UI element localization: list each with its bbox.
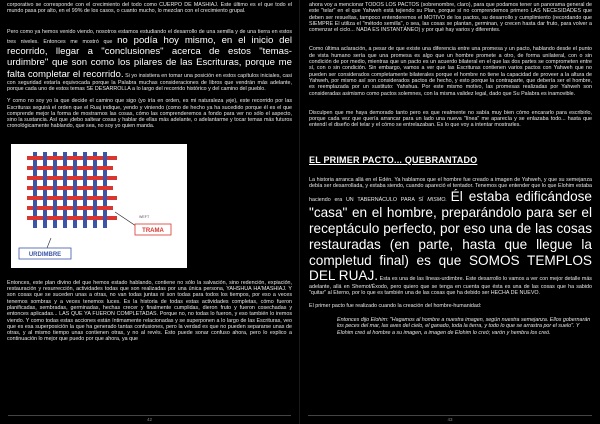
paragraph: Como última aclaración, a pesar de que existe una diferencia entre una promesa y un pacto, hablando desde el punto de vista humano sería que una promesa es algo que un hombre promete a otro, de forma unilateral, con o sin condición de por medio, mientras que un pacto es un acuerdo bilateral en el que las dos partes se comprometen entre sí, con o sin condición. Sin embargo, vamos a ver que las Escrituras contienen varios pactos con Yahweh que no pueden ser considerados completamente bilaterales porque el hombre no tiene la capacidad de proveer a la altura de Yahweh, por mismo así son considerados pactos de hecho, y esto porque la contraparte, que debería ser el hombre, es reemplazada por un sustituto: Yahshua. Por este mismo motivo, las promesas realizadas por Yahweh son consideradas asimismo como pactos solemnes, con la misma validez legal, dado que Su Palabra es inamovible. bbox=[309, 46, 592, 97]
paragraph: ahora voy a mencionar TODOS LOS PACTOS (sobrenombre, claro), para que podamos tener un panorama general de este "telar" en el que Yahweh está tejiendo su Plan, porque sí no comprendemos primero LAS NECESIDADES que deben ser resueltas, tampoco entenderemos el MOTIVO de los pactos, su desarrollo y cumplimiento (recordando que SIEMPRE El utiliza el "método semilla", o sea, las cosas se plantan, germinan, y crecen hasta dar fruto, para volver a comenzar el ciclo... NADA ES INSTANTÁNEO) y por qué hay varios y diferentes. bbox=[309, 2, 592, 34]
weft-thread-segment bbox=[77, 196, 83, 200]
weft-thread-segment bbox=[57, 196, 63, 200]
weft-thread-segment bbox=[77, 166, 87, 170]
weft-thread-segment bbox=[47, 206, 53, 210]
weft-thread-segment bbox=[87, 156, 97, 160]
weft-thread-segment bbox=[57, 206, 67, 210]
weft-thread-segment bbox=[67, 196, 77, 200]
weft-thread-segment bbox=[57, 216, 63, 220]
weft-thread-segment bbox=[47, 176, 57, 180]
weft-thread-segment bbox=[37, 166, 47, 170]
weft-thread-segment bbox=[87, 196, 97, 200]
text-span: Pero como ya hemos venido viendo, nosotros estamos estudiando el desarrollo de una semilla y de una tierra en estos tres niveles. Entonces me mostró que bbox=[7, 28, 292, 45]
text-span: Si yo insistiera en tomar una posición en estos capítulos iniciales, casi con seguridad estaría equivocada porque la Palabra muchas consideraciones de libros que vendrán más adelante, porque cada uno de estos temas SE DESARROLLA a lo largo del recorrido histórico y del camino del pueblo. bbox=[7, 72, 292, 92]
weft-thread-segment bbox=[97, 196, 103, 200]
weft-thread-segment bbox=[97, 176, 103, 180]
weft-label: WEFT bbox=[139, 214, 150, 219]
weft-thread-segment bbox=[67, 176, 77, 180]
left-page bbox=[0, 0, 299, 424]
weft-thread-segment bbox=[47, 156, 57, 160]
weft-thread-segment bbox=[37, 186, 47, 190]
weft-thread-segment bbox=[87, 166, 93, 170]
weft-thread-segment bbox=[107, 166, 113, 170]
weft-thread-segment bbox=[67, 166, 73, 170]
weft-thread-segment bbox=[27, 186, 33, 190]
weft-thread-segment bbox=[97, 206, 107, 210]
weft-thread-segment bbox=[37, 156, 43, 160]
emphasis-text: Él estaba edificándose "casa" en el hombre, preparándolo para ser el receptáculo perfecto, por eso una de las cosas restauradas (en parte, hasta que llegue la completud final) es que SOMOS TEMPLOS DEL RUAJ. bbox=[309, 189, 592, 284]
weft-thread-segment bbox=[37, 196, 43, 200]
weft-thread-segment bbox=[87, 216, 97, 220]
paragraph: corporativo se corresponde con el crecimiento del todo como CUERPO DE MASHIAJ. Este último es el que todo el mundo pasa por alto, en el 99% de los casos, o cuanto mucho, lo mezclan con el crecimiento grupal. bbox=[7, 2, 292, 15]
section-heading: EL PRIMER PACTO... QUEBRANTADO bbox=[309, 154, 478, 165]
weft-thread-segment bbox=[67, 216, 77, 220]
paragraph bbox=[309, 177, 592, 297]
weft-thread-segment bbox=[87, 206, 93, 210]
weaving-diagram bbox=[11, 144, 187, 268]
weft-thread-segment bbox=[97, 216, 103, 220]
paragraph: Disculpen que me haya demorado tanto pero es que realmente no sabía muy bien cómo encararlo para escribirlo, porque cada vez que quería arrancar para un lado una nueva "línea" me aparecía y se enlazaba todo... hasta que entendí el diseño del telar y el cómo se entrelazaban. Es lo que voy a intentar mostrarles. bbox=[309, 109, 592, 129]
weft-thread-segment bbox=[37, 176, 43, 180]
weft-thread-segment bbox=[47, 196, 57, 200]
paragraph: El primer pacto fue realizado cuando la creación del hombre-humanidad: bbox=[309, 302, 482, 309]
paragraph: Entonces, este plan divino del que hemos estado hablando, contiene no sólo la salvación, sino redención, expiación, restauración y resurrección, actividades todas que son realizadas por una única persona, YAHSHUA HA'MASHIAJ. Y son cosas que se suceden unas a otras, no van todas juntas ni son todas para todos los tiempos, por eso a veces tenemos sombras y a veces tenemos luces. Es la historia de todas estas actividades completas, cómo fueron planificadas, sembradas, germinadas, hechas crecer y finalmente cumplidas, dieron fruto y fueron cosechadas y entonces aplicadas... LAS QUE YA FUERON COMPLETADAS. Porque no, no todas lo fueron, y eso también lo iremos viendo. Y como todas estas acciones están íntimamente relacionadas y se superponen a lo largo de las Escrituras, veo que es esa superposición la que ha generado tantas confusiones, pero la verdad es que no pueden separarse unas de otras, y al mismo tiempo unas contienen otras, y no al revés. Esto puede sonar confuso ahora, pero lo explico a continuación lo mejor que puedo por que ahora, ya que bbox=[7, 279, 292, 343]
weft-thread-segment bbox=[57, 156, 63, 160]
weft-thread-segment bbox=[77, 176, 83, 180]
weft-thread-segment bbox=[107, 196, 117, 200]
weft-thread-segment bbox=[107, 186, 113, 190]
right-page bbox=[300, 0, 600, 424]
weft-thread-segment bbox=[37, 216, 43, 220]
weft-thread-segment bbox=[67, 156, 77, 160]
weft-thread-segment bbox=[47, 166, 53, 170]
weft-thread-segment bbox=[107, 216, 117, 220]
page-number: 43 bbox=[308, 415, 592, 422]
weft-thread-segment bbox=[27, 206, 33, 210]
weft-thread-segment bbox=[37, 206, 47, 210]
weft-thread-segment bbox=[107, 156, 117, 160]
weft-thread-segment bbox=[57, 176, 63, 180]
weft-thread-segment bbox=[77, 206, 87, 210]
weft-thread-segment bbox=[87, 176, 97, 180]
paragraph bbox=[7, 29, 292, 93]
weft-thread-segment bbox=[77, 156, 83, 160]
weft-thread-segment bbox=[57, 166, 67, 170]
scripture-quote: Entonces dijo Elohim: "Hagamos al hombre a nuestra imagen, según nuestra semejanza. Ellos gobernarán los peces del mar, las aves del cielo, el ganado, toda la tierra, y todo lo que se arrastra por el suelo". Y Elohim creó al hombre a su imagen, a imagen de Elohim lo creó; varón y hembra los creó. bbox=[337, 317, 591, 336]
urdimbre-label: URDIMBRE bbox=[28, 251, 62, 258]
weft-thread-segment bbox=[27, 156, 37, 160]
text-span: Esta es una de las líneas-urdimbre. Este desarrollo lo vamos a ver con mejor detalle más adelante, allá en Shemot/Éxodo, pero quiero que se tenga en cuenta que ésta es una de las cosas que ha sabido "quitar" al Eterno, por lo que es también una de las cosas que ha debido ser HECHA DE NUEVO. bbox=[309, 276, 592, 297]
weft-thread-segment bbox=[77, 216, 83, 220]
emphasis-text: no podía hoy mismo, en el inicio del recorrido, llegar a "conclusiones" acerca de estos "temas-urdimbre" que son como los pilares de las Escrituras, porque me falta completar el recorrido. bbox=[7, 34, 292, 80]
italic-text: MISMO. bbox=[427, 197, 447, 204]
weft-thread-segment bbox=[27, 196, 37, 200]
trama-label: TRAMA bbox=[142, 227, 164, 234]
weft-thread-segment bbox=[107, 176, 117, 180]
weft-thread-segment bbox=[87, 186, 93, 190]
weft-thread-segment bbox=[67, 206, 73, 210]
weft-thread-segment bbox=[97, 166, 107, 170]
weft-thread-segment bbox=[67, 186, 73, 190]
paragraph: Y como no soy yo la que decide el camino que sigo (yo iría en orden, es mi naturaleza ¡eje), este recorrido por las Escrituras seguirá el orden que el Ruaj indique, yendo y viniendo (como de hecho ya ha sucedido porque él es el que comprende mejor la forma de mostrarnos las cosas, cómo las comprenderemos a fondo para ver no sólo el aspecto, sino la sustancia. Así que ¡debo saltear cosas y hablar de ellas más adelante, o adelantarme y tocar temas más futuros cronológicamente hablando, que sea, no soy yo quien manda. bbox=[7, 98, 292, 130]
weft-thread-segment bbox=[27, 216, 37, 220]
weft-thread-segment bbox=[27, 176, 37, 180]
weft-thread-segment bbox=[27, 166, 33, 170]
weft-thread-segment bbox=[107, 206, 113, 210]
weft-thread-segment bbox=[47, 186, 53, 190]
page-number: 42 bbox=[8, 415, 291, 422]
weft-thread-segment bbox=[57, 186, 67, 190]
weft-thread-segment bbox=[47, 216, 57, 220]
text-span: La historia arranca allá en el Edén. Ya hablamos que el hombre fue creado a imagen de Yahweh, y que su semejanza debía ser desarrollada, y estaba siendo, cuando apareció el tentador. Tenemos que entender que lo que Elohim estaba haciendo era UN TABERNÁCULO PARA SÍ bbox=[309, 176, 592, 204]
weft-thread-segment bbox=[97, 156, 103, 160]
weft-thread-segment bbox=[97, 186, 107, 190]
loom-illustration bbox=[11, 144, 299, 268]
weft-thread-segment bbox=[77, 186, 87, 190]
